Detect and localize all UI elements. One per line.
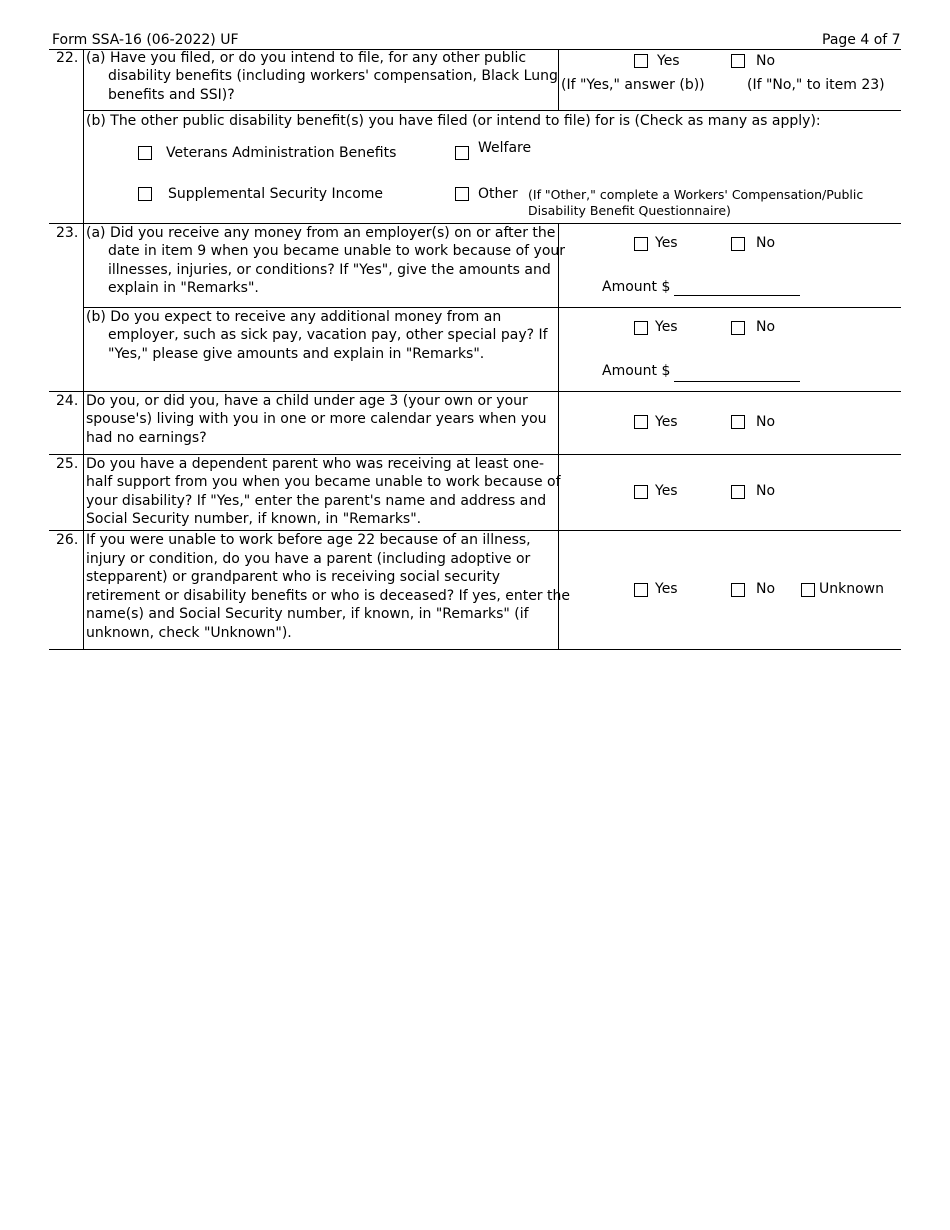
q22a-yes-checkbox[interactable] — [634, 54, 648, 68]
question-text: If you were unable to work before age 22 because of an illness, — [86, 532, 531, 548]
other-note: Disability Benefit Questionnaire) — [528, 203, 731, 218]
no-label: No — [756, 581, 776, 597]
question-text: (a) Did you receive any money from an employer(s) on or after the — [86, 225, 556, 241]
question-text: spouse's) living with you in one or more calendar years when you — [86, 411, 547, 427]
answer-column-divider — [558, 49, 559, 110]
yes-label: Yes — [655, 414, 678, 430]
ssi-checkbox[interactable] — [138, 187, 152, 201]
welfare-checkbox[interactable] — [455, 146, 469, 160]
q24-no-checkbox[interactable] — [731, 415, 745, 429]
table-bottom-rule — [49, 649, 901, 650]
question-number: 26. — [56, 532, 79, 548]
option-label: Veterans Administration Benefits — [166, 145, 397, 161]
option-label: Other — [478, 186, 518, 202]
yes-label: Yes — [655, 235, 678, 251]
amount-label: Amount $ — [602, 363, 671, 379]
other-checkbox[interactable] — [455, 187, 469, 201]
no-label: No — [756, 483, 776, 499]
q25-no-checkbox[interactable] — [731, 485, 745, 499]
q22a-no-checkbox[interactable] — [731, 54, 745, 68]
question-text: illnesses, injuries, or conditions? If "Yes", give the amounts and — [108, 262, 551, 278]
question-text: name(s) and Social Security number, if known, in "Remarks" (if — [86, 606, 529, 622]
question-text: your disability? If "Yes," enter the parent's name and address and — [86, 493, 547, 509]
unknown-label: Unknown — [819, 581, 884, 597]
q26-yes-checkbox[interactable] — [634, 583, 648, 597]
question-number: 24. — [56, 393, 79, 409]
question-text: date in item 9 when you became unable to work because of your — [108, 243, 566, 259]
q23a-amount-field[interactable] — [674, 295, 800, 296]
question-text: Do you have a dependent parent who was receiving at least one- — [86, 456, 545, 472]
question-text: (b) The other public disability benefit(s) you have filed (or intend to file) for is (Check as many as apply): — [86, 113, 821, 129]
question-text: Do you, or did you, have a child under age 3 (your own or your — [86, 393, 528, 409]
amount-label: Amount $ — [602, 279, 671, 295]
question-text: retirement or disability benefits or who is deceased? If yes, enter the — [86, 588, 570, 604]
yes-label: Yes — [655, 319, 678, 335]
form-id: Form SSA-16 (06-2022) UF — [52, 32, 239, 48]
question-text: employer, such as sick pay, vacation pay, other special pay? If — [108, 327, 548, 343]
if-no-instruction: (If "No," to item 23) — [747, 77, 885, 93]
q23a-no-checkbox[interactable] — [731, 237, 745, 251]
answer-column-divider — [558, 223, 559, 649]
q23b-yes-checkbox[interactable] — [634, 321, 648, 335]
question-text: explain in "Remarks". — [108, 280, 259, 296]
q25-yes-checkbox[interactable] — [634, 485, 648, 499]
row-divider — [83, 110, 901, 111]
number-column-divider — [83, 49, 84, 649]
no-label: No — [756, 235, 776, 251]
question-text: (b) Do you expect to receive any additional money from an — [86, 309, 502, 325]
q26-no-checkbox[interactable] — [731, 583, 745, 597]
question-text: "Yes," please give amounts and explain in "Remarks". — [108, 346, 485, 362]
option-label: Welfare — [478, 140, 532, 156]
q23b-amount-field[interactable] — [674, 381, 800, 382]
question-text: injury or condition, do you have a parent (including adoptive or — [86, 551, 531, 567]
if-yes-instruction: (If "Yes," answer (b)) — [561, 77, 705, 93]
q23a-yes-checkbox[interactable] — [634, 237, 648, 251]
yes-label: Yes — [655, 581, 678, 597]
va-benefits-checkbox[interactable] — [138, 146, 152, 160]
other-note: (If "Other," complete a Workers' Compensation/Public — [528, 187, 864, 202]
question-text: Social Security number, if known, in "Remarks". — [86, 511, 422, 527]
yes-label: Yes — [657, 53, 680, 69]
no-label: No — [756, 53, 776, 69]
yes-label: Yes — [655, 483, 678, 499]
question-number: 25. — [56, 456, 79, 472]
question-text: had no earnings? — [86, 430, 207, 446]
q26-unknown-checkbox[interactable] — [801, 583, 815, 597]
no-label: No — [756, 414, 776, 430]
question-number: 23. — [56, 225, 79, 241]
question-number: 22. — [56, 50, 79, 66]
question-text: disability benefits (including workers' compensation, Black Lung — [108, 68, 558, 84]
q23b-no-checkbox[interactable] — [731, 321, 745, 335]
question-text: benefits and SSI)? — [108, 87, 235, 103]
question-text: (a) Have you filed, or do you intend to file, for any other public — [86, 50, 527, 66]
option-label: Supplemental Security Income — [168, 186, 384, 202]
question-text: half support from you when you became unable to work because of — [86, 474, 561, 490]
no-label: No — [756, 319, 776, 335]
q24-yes-checkbox[interactable] — [634, 415, 648, 429]
page-number: Page 4 of 7 — [822, 32, 901, 48]
question-text: unknown, check "Unknown"). — [86, 625, 292, 641]
question-text: stepparent) or grandparent who is receiving social security — [86, 569, 501, 585]
